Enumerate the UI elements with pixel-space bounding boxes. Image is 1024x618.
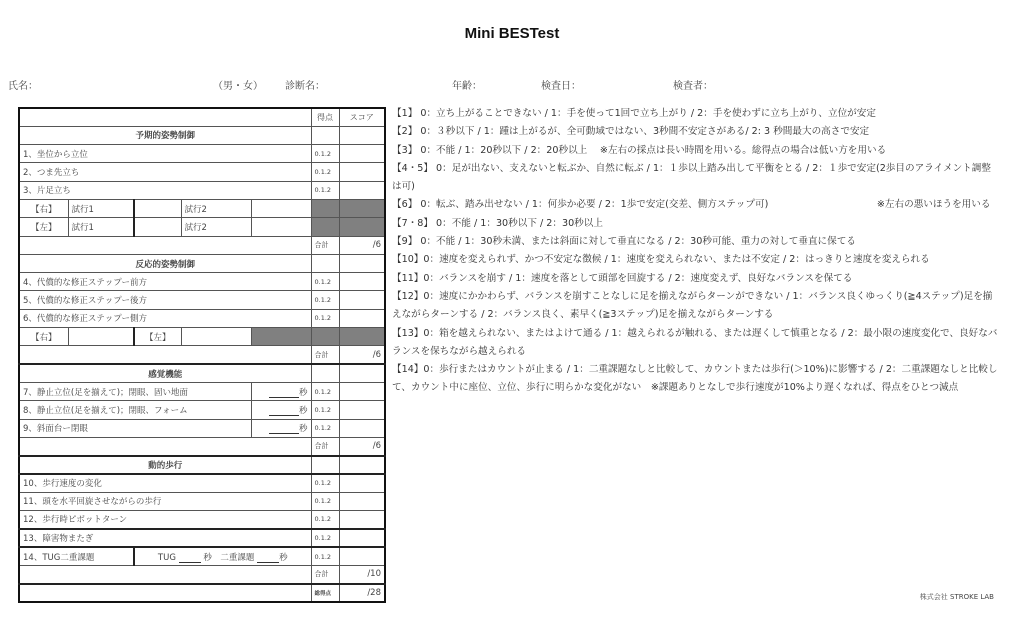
criterion: 【14】0：歩行またはカウントが止まる / 1：二重課題なしと比較して、カウントまたは歩行(＞10%)に影響する / 2：二重課題なしと比較して、カウント中に座位、立位、歩行に明らかな変化がない ※課題ありとなしで歩行速度が10%より遅くなれば、得点をひとつ減点 [392,364,998,394]
item-label: 6、代償的な修正ステップー側方 [19,309,311,327]
left-label: 【左】 [134,328,181,346]
table-row [19,474,385,492]
subtotal-value: /6 [339,236,385,254]
left-value[interactable] [181,328,251,346]
criterion: 【2】 0：３秒以下 / 1：踵は上がるが、全可動域ではない、3秒間不安定さがある/ 2: 3 秒間最大の高さで安定 [392,126,870,138]
item-label: 4、代償的な修正ステップー前方 [19,273,311,291]
score-cell[interactable] [339,401,385,419]
diagnosis-label: 診断名： [285,81,325,92]
section-title: 動的歩行 [19,456,311,474]
examiner-label: 検査者： [673,81,713,92]
item-label: 5、代償的な修正ステップー後方 [19,291,311,309]
score-cell[interactable] [339,419,385,437]
item-label: 11、頭を水平回旋させながらの歩行 [19,492,311,510]
points-option: 0.1.2 [311,382,339,400]
score-cell[interactable] [339,382,385,400]
grand-total-value: /28 [339,584,385,602]
trial2-value[interactable] [251,199,311,217]
subtotal-value: /6 [339,346,385,364]
criterion: 【6】 0：転ぶ、踏み出せない / 1：何歩か必要 / 2：1歩で安定(交差、側方ステップ可) ※左右の悪いほうを用いる [392,199,991,211]
score-cell[interactable] [339,547,385,565]
table-row [19,382,385,400]
subtotal-label: 合計 [311,346,339,364]
table-row [19,511,385,529]
points-option: 0.1.2 [311,291,339,309]
company-credit: 株式会社 STROKE LAB [919,593,994,601]
trial-row-right [19,199,385,217]
points-option: 0.1.2 [311,145,339,163]
grand-total-row [19,584,385,602]
section-header-row [19,364,385,382]
subtotal-value: /6 [339,437,385,455]
section-header-row [19,456,385,474]
score-cell[interactable] [339,273,385,291]
col-score-header: スコア [339,108,385,126]
points-option: 0.1.2 [311,529,339,547]
table-row [19,273,385,291]
table-header-row [19,108,385,126]
exam-date-label: 検査日： [541,81,581,92]
criterion: 【7・8】 0：不能 / 1：30秒以下 / 2：30秒以上 [392,217,603,229]
criterion: 【1】 0：立ち上がることできない / 1：手を使って1回で立ち上がり / 2：手を使わずに立ち上がり、立位が安定 [392,108,876,119]
trial1-value[interactable] [134,199,181,217]
item-label: 9、斜面台ー閉眼 [19,419,251,437]
criterion: 【3】 0：不能 / 1：20秒以下 / 2：20秒以上 ※左右の採点は長い時間を用いる。総得点の場合は低い方を用いる [392,144,887,156]
seconds-field[interactable]: 秒 [251,401,311,419]
subtotal-label: 合計 [311,236,339,254]
table-row [19,181,385,199]
criterion: 【10】0：速度を変えられず、かつ不安定な徴候 / 1：速度を変えられない、または不安定 / 2：はっきりと速度を変えられる [392,254,930,266]
section-title: 反応的姿勢制御 [19,254,311,272]
grand-total-label: 総得点 [311,584,339,602]
side-row [19,328,385,346]
table-row [19,419,385,437]
trial2-label: 試行2 [181,218,251,236]
subtotal-label: 合計 [311,565,339,583]
subtotal-row [19,346,385,364]
trial2-label: 試行2 [181,199,251,217]
subtotal-row [19,565,385,583]
seconds-field[interactable]: 秒 [251,419,311,437]
col-points-header: 得点 [311,108,339,126]
score-cell[interactable] [339,511,385,529]
score-cell[interactable] [339,529,385,547]
score-table [18,107,386,603]
table-row [19,163,385,181]
points-option: 0.1.2 [311,163,339,181]
item-label: 14、TUG二重課題 [19,547,134,565]
table-row [19,145,385,163]
score-cell[interactable] [339,181,385,199]
item-label: 13、障害物またぎ [19,529,311,547]
item-label: 8、静止立位(足を揃えて)；閉眼、フォーム [19,401,251,419]
points-option: 0.1.2 [311,511,339,529]
age-label: 年齢： [452,81,482,92]
item-label: 12、歩行時ピボットターン [19,511,311,529]
sex-label: （男・女） [213,81,263,92]
points-option: 0.1.2 [311,492,339,510]
table-row [19,547,385,565]
score-cell[interactable] [339,309,385,327]
right-label: 【右】 [19,199,68,217]
points-option: 0.1.2 [311,547,339,565]
points-option: 0.1.2 [311,181,339,199]
trial-row-left [19,218,385,236]
left-label: 【左】 [19,218,68,236]
subtotal-row [19,236,385,254]
points-option: 0.1.2 [311,401,339,419]
score-cell[interactable] [339,291,385,309]
item-label: 10、歩行速度の変化 [19,474,311,492]
score-cell[interactable] [339,492,385,510]
criterion: 【12】0：速度にかかわらず、バランスを崩すことなしに足を揃えながらターンができない / 1：バランス良くゆっくり(≧4ステップ)足を揃えながらターンする / 2：バランス良く、素早く(≧3ステップ)足を揃えながらターンする [392,290,993,321]
trial1-label: 試行1 [68,218,134,236]
points-option: 0.1.2 [311,273,339,291]
item-label: 3、片足立ち [19,181,311,199]
trial1-label: 試行1 [68,199,134,217]
table-row [19,291,385,309]
table-row [19,309,385,327]
trial2-value[interactable] [251,218,311,236]
page-title: Mini BESTest [464,25,560,42]
score-cell[interactable] [339,474,385,492]
points-option: 0.1.2 [311,309,339,327]
right-label: 【右】 [19,328,68,346]
section-header-row [19,126,385,144]
points-option: 0.1.2 [311,474,339,492]
table-row [19,401,385,419]
section-title: 予期的姿勢制御 [19,126,311,144]
scoring-criteria [392,105,1000,398]
criterion: 【9】 0：不能 / 1：30秒未満、または斜面に対して垂直になる / 2：30秒可能、重力の対して垂直に保てる [392,236,856,248]
section-header-row [19,254,385,272]
name-label: 氏名： [8,81,38,92]
item-label: 7、静止立位(足を揃えて)；閉眼、固い地面 [19,382,251,400]
table-row [19,492,385,510]
points-option: 0.1.2 [311,419,339,437]
subtotal-label: 合計 [311,437,339,455]
score-cell[interactable] [339,145,385,163]
item-label: 1、坐位から立位 [19,145,311,163]
trial1-value[interactable] [134,218,181,236]
seconds-field[interactable]: 秒 [251,382,311,400]
criterion: 【4・5】 0：足が出ない、支えないと転ぶか、自然に転ぶ / 1：１歩以上踏み出して平衡をとる / 2：１歩で安定(2歩目のアライメント調整は可) [392,162,991,193]
criterion: 【13】0：箱を越えられない、またはよけて通る / 1：越えられるが触れる、または遅くして慎重となる / 2：最小限の速度変化で、良好なバランスを保ちながら越えられる [392,327,998,357]
tug-time-fields[interactable]: TUG 秒 二重課題 秒 [134,547,311,565]
table-row [19,529,385,547]
item-label: 2、つま先立ち [19,163,311,181]
section-title: 感覚機能 [19,364,311,382]
criterion: 【11】0：バランスを崩す / 1：速度を落として頭部を回旋する / 2：速度変えず、良好なバランスを保てる [392,272,853,284]
subtotal-row [19,437,385,455]
right-value[interactable] [68,328,134,346]
score-cell[interactable] [339,163,385,181]
subtotal-value: /10 [339,565,385,583]
